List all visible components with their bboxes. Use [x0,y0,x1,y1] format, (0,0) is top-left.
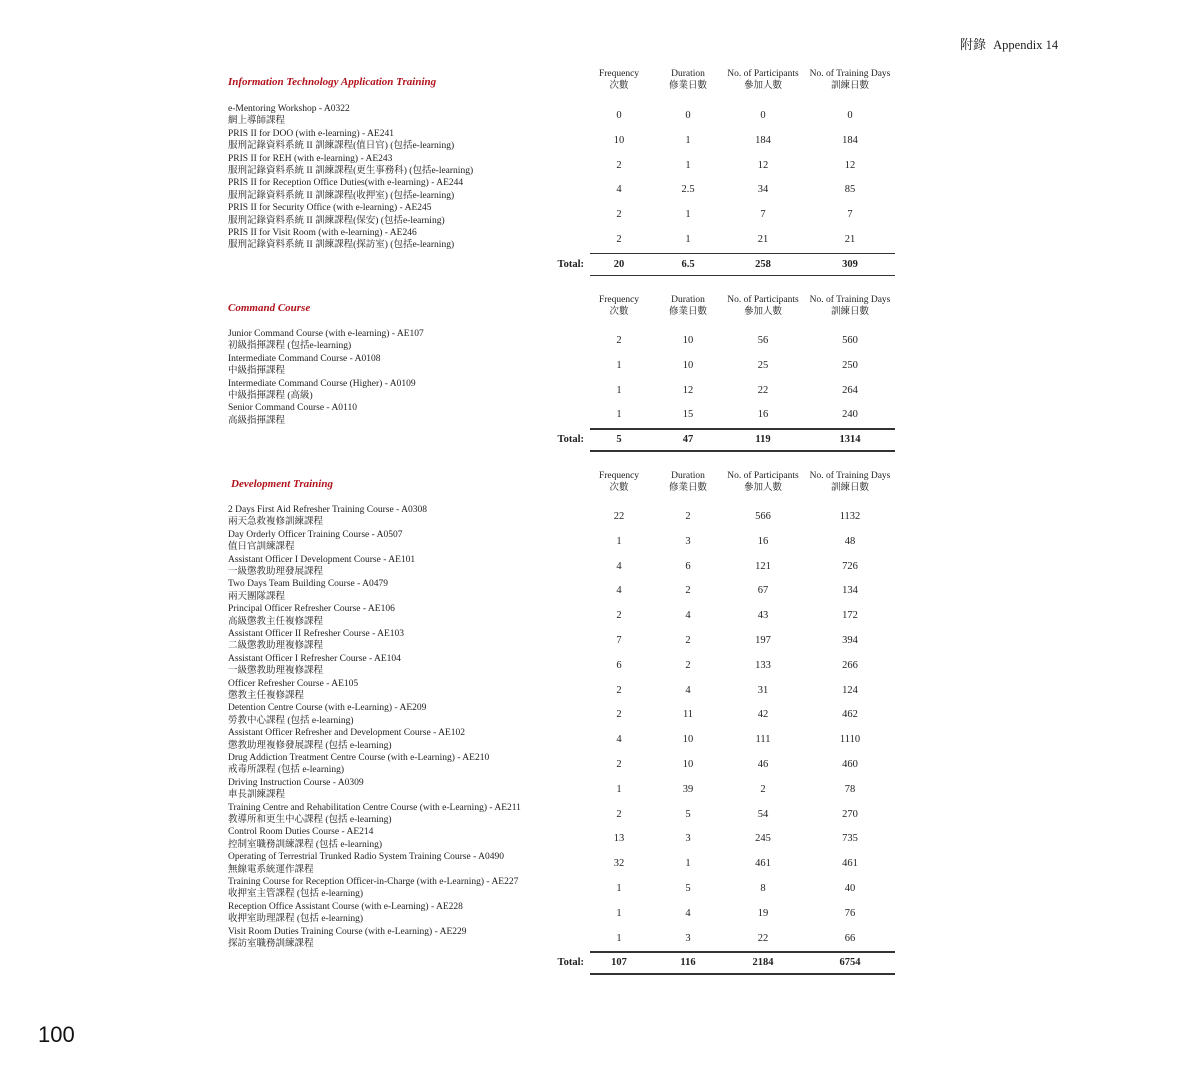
cell-duration: 10 [682,359,694,371]
course-name [228,353,568,378]
total-rule-top [590,428,895,430]
course-name [228,851,568,876]
cell-duration: 5 [685,883,691,894]
cell-participants: 22 [757,384,769,396]
course-name-zh: 服刑記錄資料系統 II 訓練課程(保安) (包括e-learning) [228,215,445,226]
course-name [228,727,568,752]
course-name [228,153,568,178]
cell-participants: 245 [755,833,771,845]
cell-participants: 22 [757,932,769,944]
cell-duration: 39 [682,783,694,795]
course-name [228,202,568,227]
cell-participants: 67 [757,585,769,597]
course-name-en: Junior Command Course (with e-learning) - AE107 [228,329,424,339]
course-name-en: PRIS II for DOO (with e-learning) - AE241 [228,128,394,139]
course-name-zh: 探訪室職務訓練課程 [228,939,314,949]
course-name-en: Day Orderly Officer Training Course - A0507 [228,529,403,540]
header-frequency-zh: 次數 [609,307,629,317]
table-row [228,227,898,252]
header-participants-zh: 參加人數 [743,483,782,493]
total-training-days: 6754 [839,957,861,969]
course-name [228,103,568,128]
header-duration-zh: 修業日數 [668,307,707,317]
header-training-days-en: No. of Training Days [809,69,891,79]
cell-participants: 16 [757,409,769,421]
course-name-zh: 控制室職務訓練課程 (包括 e-learning) [228,839,383,850]
table-row [228,353,898,378]
table-row [228,826,898,851]
cell-frequency: 4 [616,585,622,597]
cell-training-days: 66 [844,932,856,944]
course-name-en: Assistant Officer II Refresher Course - AE103 [228,629,405,639]
course-name-zh: 一級懲教助理複修課程 [228,666,324,677]
cell-training-days: 462 [842,709,858,721]
table-row [228,603,898,628]
cell-participants: 34 [757,184,769,196]
table-row [228,702,898,727]
cell-duration: 2 [685,511,691,522]
cell-duration: 0 [685,110,691,121]
course-name-en: Assistant Officer I Refresher Course - AE104 [228,653,401,664]
course-name [228,926,568,951]
cell-participants: 184 [755,134,771,146]
header-training-days [806,470,894,494]
cell-participants: 31 [757,684,769,696]
cell-training-days: 7 [847,209,853,221]
cell-participants: 461 [755,858,771,870]
course-name-en: 2 Days First Aid Refresher Training Course - A0308 [228,505,427,515]
course-name-en: PRIS II for REH (with e-learning) - AE243 [228,153,393,164]
course-name [228,826,568,851]
cell-participants: 111 [755,734,771,746]
cell-training-days: 270 [842,808,858,820]
header-participants-en: No. of Participants [727,69,799,79]
header-training-days-en: No. of Training Days [809,471,891,481]
course-name-en: Two Days Team Building Course - A0479 [228,579,388,590]
course-name-zh: 懲教助理複修發展課程 (包括 e-learning) [228,740,392,751]
course-name [228,678,568,703]
header-duration-zh: 修業日數 [668,81,707,91]
table-row [228,328,898,353]
cell-frequency: 1 [616,907,622,919]
header-frequency-zh: 次數 [609,483,629,493]
course-name [228,128,568,153]
course-name-zh: 網上導師課程 [228,116,286,127]
header-duration [656,68,720,92]
cell-training-days: 560 [842,335,858,346]
course-name-zh: 二級懲教助理複修課程 [228,641,324,652]
table-row [228,628,898,653]
cell-duration: 10 [682,759,694,770]
column-headers [228,294,898,320]
cell-participants: 43 [757,610,769,622]
course-name [228,653,568,678]
header-participants-en: No. of Participants [727,471,799,481]
cell-training-days: 1132 [839,511,861,522]
course-name [228,702,568,727]
course-name-en: Officer Refresher Course - AE105 [228,678,359,689]
header-duration-en: Duration [671,295,705,305]
cell-participants: 42 [757,709,769,721]
table-row [228,777,898,802]
cell-participants: 16 [757,535,769,547]
cell-duration: 2 [685,585,691,597]
course-name-zh: 中級指揮課程 (高級) [228,391,313,401]
course-name-zh: 服刑記錄資料系統 II 訓練課程(值日官) (包括e-learning) [228,141,455,152]
cell-duration: 1 [685,159,691,171]
total-frequency: 20 [613,258,625,270]
course-name-zh: 收押室主管課程 (包括 e-learning) [228,889,364,900]
cell-participants: 0 [760,110,766,121]
cell-participants: 197 [755,635,771,646]
course-name [228,876,568,901]
cell-participants: 7 [760,209,766,221]
course-name [228,578,568,603]
cell-training-days: 394 [842,635,858,646]
cell-duration: 5 [685,808,691,820]
appendix-label-zh: 附錄 [960,37,987,52]
course-name-zh: 戒毒所課程 (包括 e-learning) [228,765,345,776]
cell-training-days: 266 [842,659,858,671]
total-rule-bottom [590,275,895,277]
cell-duration: 15 [682,409,694,421]
table-row [228,504,898,529]
cell-participants: 566 [755,511,771,522]
page-number: 100 [38,1022,75,1047]
cell-training-days: 184 [842,134,858,146]
course-name-zh: 初級指揮課程 (包括e-learning) [228,341,352,352]
course-name [228,529,568,554]
course-name-en: Training Centre and Rehabilitation Centre Course (with e-Learning) - AE211 [228,802,521,813]
header-frequency-en: Frequency [598,471,640,481]
cell-participants: 121 [755,560,771,572]
header-frequency-zh: 次數 [609,81,629,91]
total-participants: 2184 [752,957,774,969]
course-name-en: e-Mentoring Workshop - A0322 [228,104,350,114]
course-name [228,777,568,802]
header-duration [656,294,720,318]
course-name [228,802,568,827]
section-title: Development Training [231,478,333,490]
course-name [228,402,568,427]
course-name-zh: 勞教中心課程 (包括 e-learning) [228,715,354,726]
table-row [228,876,898,901]
cell-frequency: 2 [616,209,622,221]
appendix-label [960,34,1080,53]
course-name-en: Intermediate Command Course (Higher) - A0109 [228,378,416,389]
course-name-en: Driving Instruction Course - A0309 [228,777,364,788]
table-row [228,802,898,827]
header-training-days-zh: 訓練日數 [830,81,869,91]
cell-training-days: 124 [842,684,858,696]
header-training-days-zh: 訓練日數 [830,483,869,493]
cell-participants: 54 [757,808,769,820]
course-name [228,328,568,353]
cell-participants: 2 [760,783,766,795]
header-training-days [806,68,894,92]
total-rule-top [590,951,895,953]
cell-frequency: 22 [613,511,625,522]
table-row [228,402,898,427]
cell-duration: 3 [685,932,691,944]
course-name-zh: 高級懲教主任複修課程 [228,616,324,627]
cell-frequency: 2 [616,684,622,696]
column-headers [228,470,898,496]
header-participants-zh: 參加人數 [743,307,782,317]
table-row [228,578,898,603]
header-frequency [590,68,648,92]
course-name [228,378,568,403]
course-name-zh: 中級指揮課程 [228,366,286,377]
course-name-zh: 收押室助理課程 (包括 e-learning) [228,914,364,925]
cell-participants: 19 [757,907,769,919]
course-name [228,628,568,653]
course-name-zh: 車長訓練課程 [228,790,286,801]
course-name-zh: 懲教主任複修課程 [228,691,305,701]
cell-participants: 133 [755,659,771,671]
table-row [228,678,898,703]
total-frequency: 5 [616,434,622,446]
course-name-en: Training Course for Reception Officer-in-Charge (with e-Learning) - AE227 [228,877,519,887]
total-participants: 119 [755,434,771,446]
total-frequency: 107 [611,957,627,969]
header-participants-en: No. of Participants [727,295,799,305]
header-frequency [590,294,648,318]
header-frequency-en: Frequency [598,69,640,79]
cell-participants: 8 [760,883,766,894]
header-training-days-en: No. of Training Days [809,295,891,305]
cell-frequency: 2 [616,709,622,721]
header-frequency-en: Frequency [598,295,640,305]
cell-duration: 10 [682,335,694,346]
cell-frequency: 32 [613,858,625,870]
cell-duration: 4 [685,907,691,919]
cell-frequency: 2 [616,759,622,770]
cell-frequency: 1 [616,883,622,894]
course-name-en: Detention Centre Course (with e-Learning) - AE209 [228,703,427,714]
cell-duration: 2.5 [681,184,695,196]
course-name-en: Assistant Officer I Development Course - AE101 [228,554,416,565]
cell-frequency: 1 [616,932,622,944]
appendix-label-en: Appendix 14 [993,38,1059,52]
total-label: Total: [557,434,584,446]
cell-training-days: 735 [842,833,858,845]
table-row [228,653,898,678]
total-label: Total: [557,258,584,270]
cell-duration: 3 [685,535,691,547]
course-name-zh: 教導所和更生中心課程 (包括 e-learning) [228,815,392,825]
cell-frequency: 1 [616,783,622,795]
header-participants [724,470,802,494]
course-name-zh: 服刑記錄資料系統 II 訓練課程(探訪室) (包括e-learning) [228,240,455,251]
cell-frequency: 2 [616,610,622,622]
cell-duration: 4 [685,610,691,622]
course-name-zh: 兩天團隊課程 [228,591,286,602]
table-row [228,926,898,951]
course-name [228,554,568,579]
total-rule-top [590,253,895,255]
cell-duration: 6 [685,560,691,572]
course-name-zh: 服刑記錄資料系統 II 訓練課程(收押室) (包括e-learning) [228,190,455,201]
total-training-days: 1314 [839,434,861,446]
cell-frequency: 4 [616,734,622,746]
total-duration: 6.5 [681,258,695,270]
cell-training-days: 250 [842,359,858,371]
course-name-zh: 值日官訓練課程 [228,542,295,553]
cell-training-days: 40 [844,883,856,894]
header-duration [656,470,720,494]
course-name-zh: 高級指揮課程 [228,415,286,426]
cell-duration: 1 [685,209,691,221]
cell-frequency: 2 [616,808,622,820]
course-name-en: Drug Addiction Treatment Centre Course (with e-Learning) - AE210 [228,753,490,763]
table-row [228,727,898,752]
header-frequency [590,470,648,494]
cell-training-days: 172 [842,610,858,622]
cell-training-days: 0 [847,110,853,121]
course-name-en: Visit Room Duties Training Course (with e-Learning) - AE229 [228,926,467,937]
table-row [228,202,898,227]
course-name [228,227,568,252]
course-name [228,603,568,628]
course-name [228,901,568,926]
cell-training-days: 21 [844,234,856,245]
table-row [228,752,898,777]
cell-participants: 56 [757,335,769,346]
header-duration-en: Duration [671,69,705,79]
course-name-zh: 服刑記錄資料系統 II 訓練課程(更生事務科) (包括e-learning) [228,166,474,176]
table-row [228,153,898,178]
total-label: Total: [557,957,584,969]
cell-frequency: 2 [616,234,622,245]
cell-training-days: 1110 [839,734,861,746]
section-title: Command Course [228,302,311,314]
cell-frequency: 0 [616,110,622,121]
cell-frequency: 6 [616,659,622,671]
table-row [228,851,898,876]
cell-training-days: 48 [844,535,856,547]
cell-frequency: 2 [616,335,622,346]
cell-frequency: 7 [616,635,622,646]
cell-frequency: 1 [616,535,622,547]
cell-duration: 11 [682,709,694,721]
cell-frequency: 13 [613,833,625,845]
course-name-en: PRIS II for Reception Office Duties(with e-learning) - AE244 [228,178,464,189]
cell-training-days: 134 [842,585,858,597]
total-duration: 116 [680,957,696,969]
cell-participants: 21 [757,234,769,245]
cell-duration: 1 [685,858,691,870]
course-name [228,752,568,777]
table-row [228,378,898,403]
header-duration-en: Duration [671,471,705,481]
cell-duration: 4 [685,684,691,696]
total-participants: 258 [755,258,771,270]
course-name [228,504,568,529]
cell-duration: 2 [685,659,691,671]
cell-duration: 3 [685,833,691,845]
header-duration-zh: 修業日數 [668,483,707,493]
cell-training-days: 78 [844,783,856,795]
course-name-en: Operating of Terrestrial Trunked Radio System Training Course - A0490 [228,852,504,863]
table-row [228,554,898,579]
table-row [228,901,898,926]
header-participants-zh: 參加人數 [743,81,782,91]
total-rule-bottom [590,450,895,452]
course-name-zh: 無線電系統運作課程 [228,864,314,875]
cell-duration: 1 [685,134,691,146]
cell-frequency: 4 [616,560,622,572]
cell-frequency: 1 [616,409,622,421]
cell-duration: 10 [682,734,694,746]
course-name-en: Reception Office Assistant Course (with e-Learning) - AE228 [228,901,463,912]
cell-participants: 12 [757,159,769,171]
cell-participants: 25 [757,359,769,371]
header-participants [724,68,802,92]
course-name-en: Senior Command Course - A0110 [228,403,357,414]
cell-training-days: 461 [842,858,858,870]
section-title: Information Technology Application Training [228,76,437,88]
table-row [228,103,898,128]
column-headers [228,68,898,94]
course-name-en: Intermediate Command Course - A0108 [228,353,381,364]
cell-frequency: 1 [616,359,622,371]
cell-frequency: 4 [616,184,622,196]
header-training-days [806,294,894,318]
cell-participants: 46 [757,759,769,770]
course-name-zh: 兩天急救複修訓練課程 [228,517,324,528]
table-row [228,128,898,153]
course-name [228,177,568,202]
cell-frequency: 10 [613,134,625,146]
header-training-days-zh: 訓練日數 [830,307,869,317]
cell-training-days: 240 [842,409,858,421]
total-training-days: 309 [842,258,858,270]
total-duration: 47 [682,434,694,446]
cell-training-days: 460 [842,759,858,770]
cell-duration: 2 [685,635,691,646]
table-row [228,529,898,554]
total-rule-bottom [590,973,895,975]
course-name-en: Assistant Officer Refresher and Development Course - AE102 [228,728,465,739]
cell-training-days: 12 [844,159,856,171]
cell-frequency: 2 [616,159,622,171]
course-name-en: Principal Officer Refresher Course - AE106 [228,604,395,615]
table-row [228,177,898,202]
header-participants [724,294,802,318]
cell-frequency: 1 [616,384,622,396]
cell-training-days: 726 [842,560,858,572]
cell-training-days: 264 [842,384,858,396]
cell-training-days: 85 [844,184,856,196]
cell-training-days: 76 [844,907,856,919]
course-name-en: PRIS II for Visit Room (with e-learning) - AE246 [228,228,417,238]
course-name-en: Control Room Duties Course - AE214 [228,827,374,838]
cell-duration: 12 [682,384,694,396]
cell-duration: 1 [685,234,691,245]
course-name-zh: 一級懲教助理發展課程 [228,567,324,577]
course-name-en: PRIS II for Security Office (with e-learning) - AE245 [228,203,432,214]
